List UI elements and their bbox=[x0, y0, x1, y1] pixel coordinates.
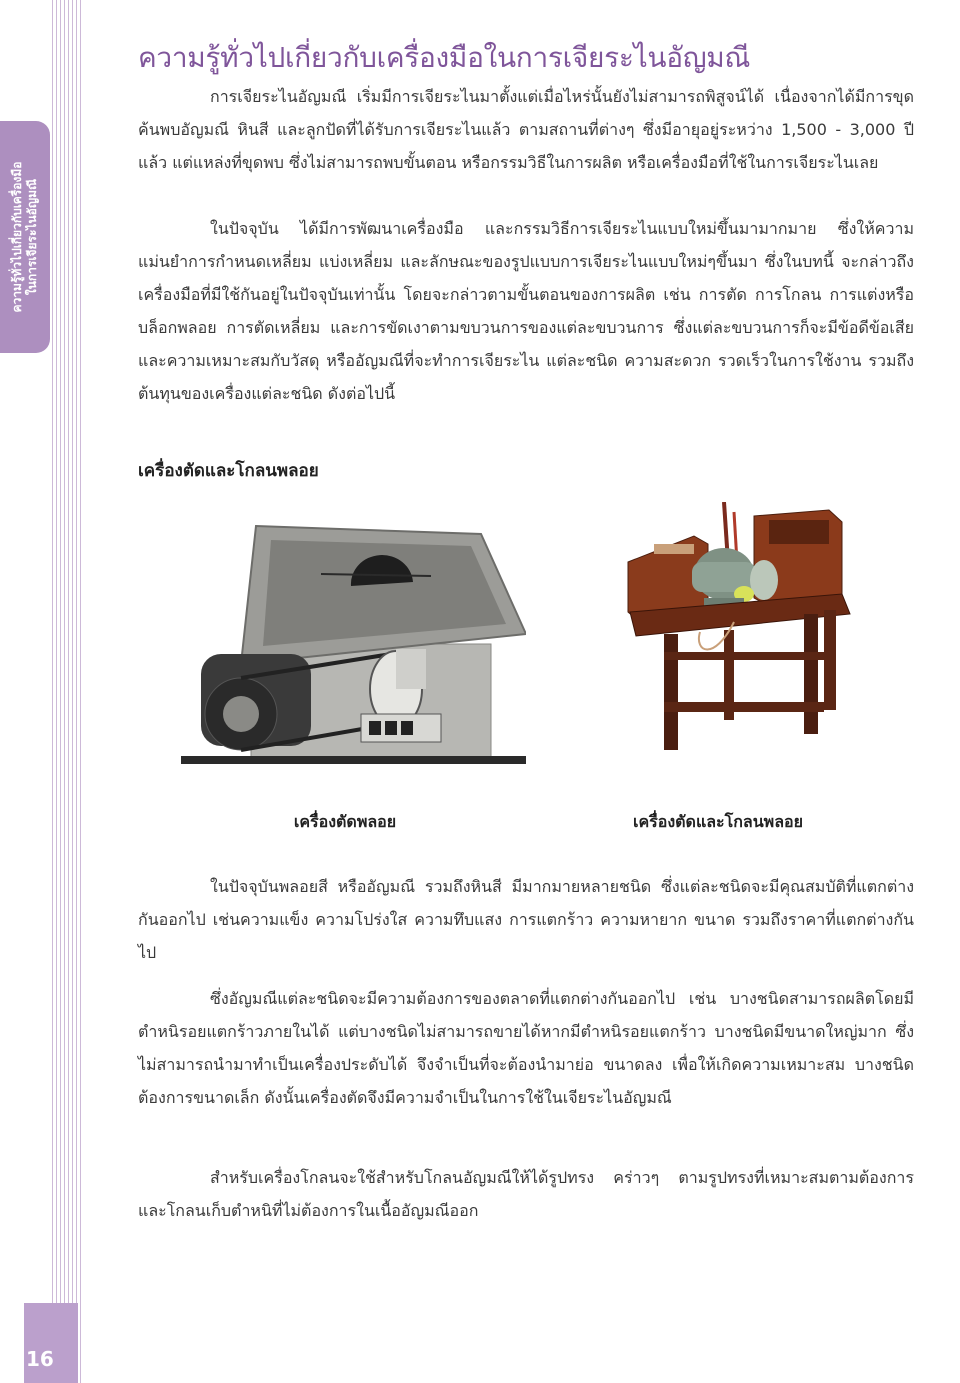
page-title: ความรู้ทั่วไปเกี่ยวกับเครื่องมือในการเจียระไนอัญมณี bbox=[138, 41, 751, 74]
gem-cutting-shaping-machine-photo bbox=[624, 502, 854, 752]
page-number: 16 bbox=[26, 1347, 54, 1371]
chapter-side-tab bbox=[0, 121, 50, 353]
paragraph-1: การเจียระไนอัญมณี เริ่มมีการเจียระไนมาตั้งแต่เมื่อไหร่นั้นยังไม่สามารถพิสูจน์ได้ เนื่องจากได้มีการขุดค้นพบอัญมณี หินสี และลูกปัดที่ได้รับการเจียระไนแล้ว ตามสถานที่ต่างๆ ซึ่งมีอายุอยู่ระหว่าง 1,500 - 3,000 ปีแล้ว แต่แหล่งที่ขุดพบ ซึ่งไม่สามารถพบขั้นตอน หรือกรรมวิธีในการผลิต หรือเครื่องมือที่ใช้ในการเจียระไนเลย bbox=[138, 87, 914, 172]
paragraph-2: ในปัจจุบัน ได้มีการพัฒนาเครื่องมือ และกรรมวิธีการเจียระไนแบบใหม่ขึ้นมามากมาย ซึ่งให้ความแม่นยำการกำหนดเหลี่ยม แบ่งเหลี่ยม และลักษณะของรูปแบบการเจียระไนแบบใหม่ๆขึ้นมา ซึ่งในบทนี้ จะกล่าวถึงเครื่องมือที่มีใช้กันอยู่ในปัจจุบันเท่านั้น โดยจะกล่าวตามขั้นตอนของการผลิต เช่น การตัด การโกลน การแต่งหรือบล็อกพลอย การตัดเหลี่ยม และการขัดเงาตามขบวนการของแต่ละขบวนการ ซึ่งแต่ละขบวนการก็จะมีข้อดีข้อเสีย และความเหมาะสมกับวัสดุ หรืออัญมณีที่จะทำการเจียระไน แต่ละชนิด ความสะดวก รวดเร็วในการใช้งาน รวมถึงต้นทุนของเครื่องแต่ละชนิด ดังต่อไปนี้ bbox=[138, 219, 915, 403]
paragraph-5: สำหรับเครื่องโกลนจะใช้สำหรับโกลนอัญมณีให้ได้รูปทรง คร่าวๆ ตามรูปทรงที่เหมาะสมตามต้องการ และโกลนเก็บตำหนิที่ไม่ต้องการในเนื้ออัญมณีออก bbox=[138, 1168, 914, 1220]
gem-cutting-machine-photo bbox=[181, 524, 526, 764]
paragraph-4: ซึ่งอัญมณีแต่ละชนิดจะมีความต้องการของตลาดที่แตกต่างกันออกไป เช่น บางชนิดสามารถผลิตโดยมีตำหนิรอยแตกร้าวภายในได้ แต่บางชนิดไม่สามารถขายได้หากมีตำหนิรอยแตกร้าว บางชนิดมีขนาดใหญ่มาก ซึ่งไม่สามารถนำมาทำเป็นเครื่องประดับได้ จึงจำเป็นที่จะต้องนำมาย่อ ขนาดลง เพื่อให้เกิดความเหมาะสม บางชนิดต้องการขนาดเล็ก ดังนั้นเครื่องตัดจึงมีความจำเป็นในการใช้ในเจียระไนอัญมณี bbox=[138, 989, 914, 1107]
section-heading: เครื่องตัดและโกลนพลอย bbox=[138, 461, 319, 481]
figure-caption-2: เครื่องตัดและโกลนพลอย bbox=[632, 812, 804, 831]
side-tab-line-2: ในการเจียระไนอัญมณี bbox=[25, 178, 39, 296]
side-tab-line-1: ความรู้ทั่วไปเกี่ยวกับเครื่องมือ bbox=[10, 161, 24, 313]
paragraph-3: ในปัจจุบันพลอยสี หรืออัญมณี รวมถึงหินสี มีมากมายหลายชนิด ซึ่งแต่ละชนิดจะมีคุณสมบัติที่แตกต่างกันออกไป เช่นความแข็ง ความโปร่งใส ความทึบแสง การแตกร้าว ความหายาก ขนาด รวมถึงราคาที่แตกต่างกันไป bbox=[138, 877, 914, 962]
figure-caption-1: เครื่องตัดพลอย bbox=[293, 812, 397, 831]
page-number-box bbox=[24, 1303, 78, 1383]
